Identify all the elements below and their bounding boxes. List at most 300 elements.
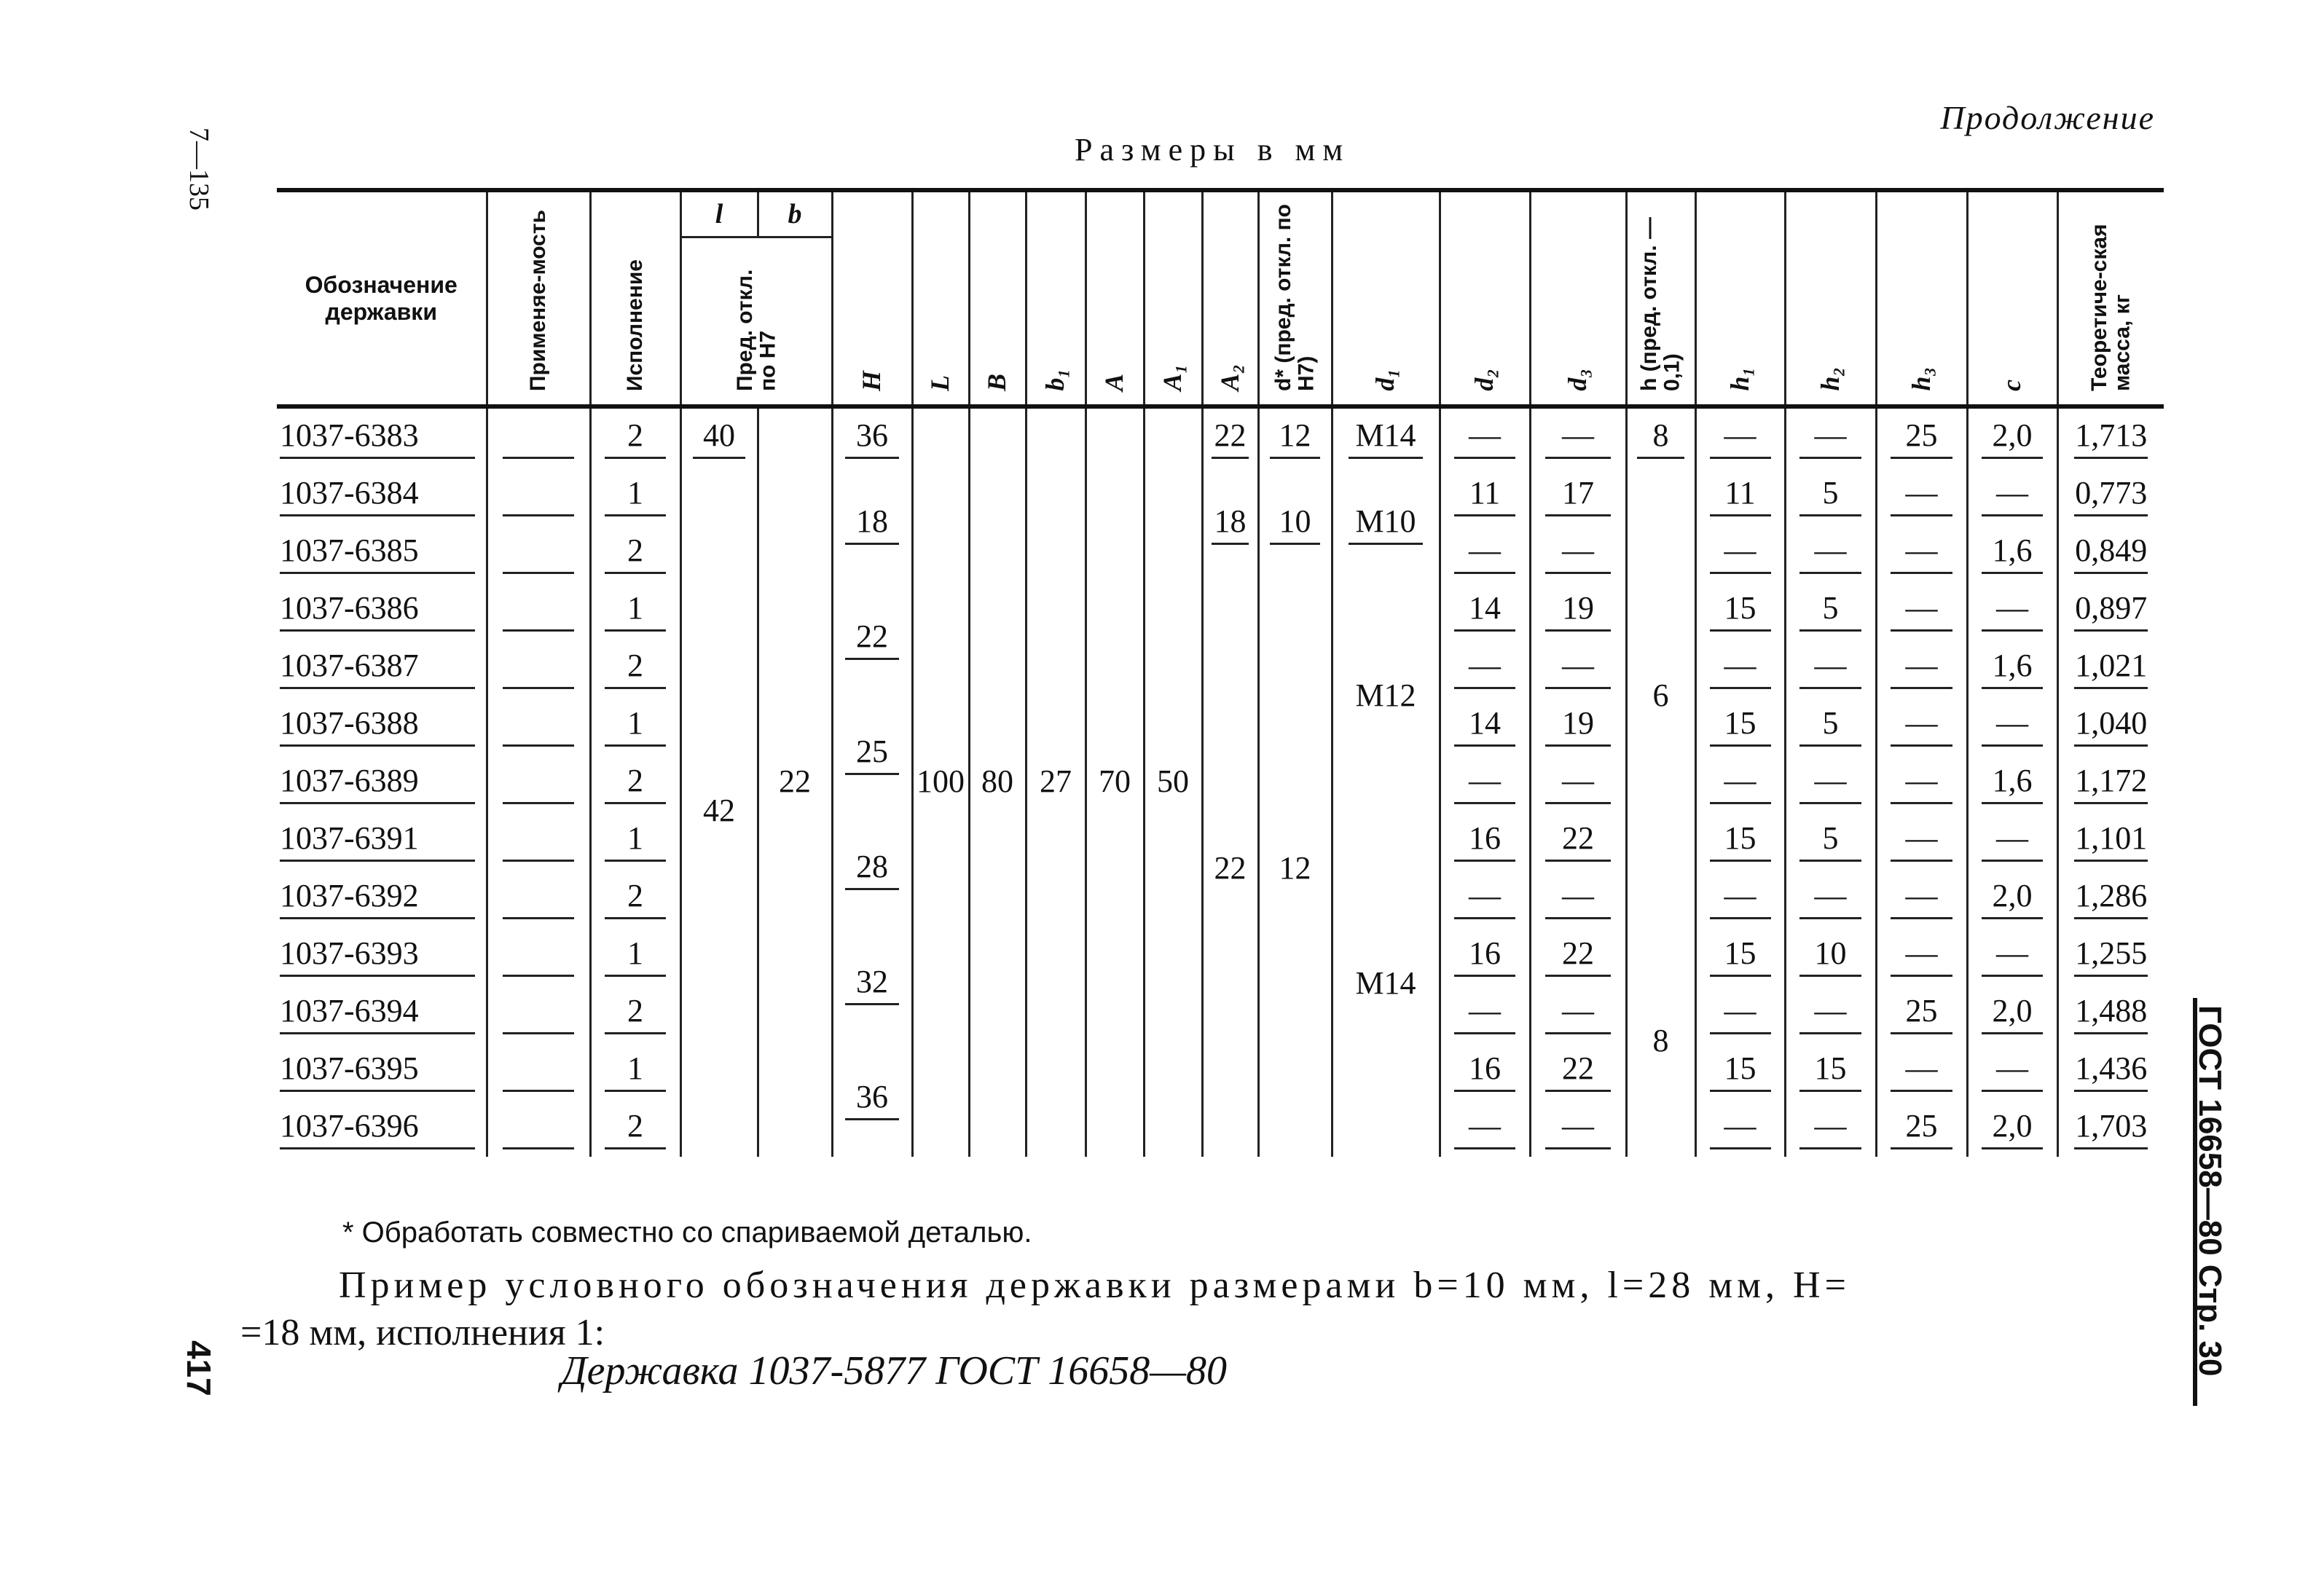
table-body (277, 406, 2164, 1157)
cell-value: 10 (1799, 935, 1861, 977)
cell-value: — (1799, 417, 1861, 459)
cell-value: 100 (916, 763, 965, 799)
cell-h3 (1876, 1042, 1967, 1099)
cell-h3 (1876, 927, 1967, 984)
cell-value: 15 (1710, 819, 1771, 862)
cell-value: — (1454, 417, 1516, 459)
cell-version (590, 406, 680, 466)
cell-version (590, 466, 680, 524)
cell-c (1967, 869, 2057, 927)
cell-value: 12 (1279, 849, 1311, 886)
cell-value: — (1891, 877, 1952, 919)
cell-d3 (1530, 869, 1626, 927)
cell-value: — (1545, 417, 1611, 459)
cell-d3 (1530, 927, 1626, 984)
cell-h2 (1785, 696, 1876, 754)
cell-applicability (487, 639, 590, 696)
cell-value: 1,436 (2074, 1050, 2148, 1092)
cell-b (758, 406, 832, 1157)
cell-d2 (1440, 811, 1530, 869)
cell-value: 27 (1039, 763, 1072, 799)
cell-value: 6 (1652, 677, 1669, 713)
cell-value (503, 474, 573, 516)
cell-value: 2,0 (1982, 877, 2044, 919)
cell-d3 (1530, 639, 1626, 696)
cell-value: — (1891, 532, 1952, 574)
left-margin-code: 7—135 (184, 127, 214, 211)
cell-value: 17 (1545, 474, 1611, 516)
cell-designation (277, 639, 487, 696)
cell-value: 15 (1710, 589, 1771, 632)
cell-designation (277, 927, 487, 984)
cell-value: 32 (845, 963, 900, 1005)
cell-value: 16 (1454, 819, 1516, 862)
cell-d2 (1440, 696, 1530, 754)
cell-h (1626, 466, 1695, 927)
cell-applicability (487, 581, 590, 639)
cell-value: 50 (1156, 763, 1189, 799)
col-b1: b₁ (1026, 190, 1086, 406)
cell-value: — (1454, 992, 1516, 1034)
cell-version (590, 581, 680, 639)
cell-value: — (1454, 762, 1516, 804)
cell-h (832, 1042, 912, 1157)
cell-value: 1037-6383 (280, 417, 475, 459)
cell-h1 (1695, 984, 1785, 1042)
cell-version (590, 696, 680, 754)
cell-b1 (1026, 406, 1086, 1157)
cell-h3 (1876, 406, 1967, 466)
cell-designation (277, 811, 487, 869)
cell-value: — (1891, 647, 1952, 689)
cell-designation (277, 1099, 487, 1157)
cell-l (912, 406, 969, 1157)
cell-c (1967, 696, 2057, 754)
cell-value: 18 (845, 503, 900, 545)
cell-mass (2057, 811, 2164, 869)
cell-mass (2057, 581, 2164, 639)
cell-h3 (1876, 524, 1967, 581)
cell-value: — (1545, 532, 1611, 574)
cell-value: 40 (693, 417, 745, 459)
example-line-1: Пример условного обозначения державки размерами b=10 мм, l=28 мм, H= (339, 1265, 1850, 1306)
cell-value: 22 (1545, 1050, 1611, 1092)
cell-value: 80 (981, 763, 1013, 799)
cell-h1 (1695, 1042, 1785, 1099)
cell-value: 1037-6392 (280, 877, 475, 919)
cell-value: 12 (1270, 417, 1320, 459)
cell-value: M14 (1349, 417, 1423, 459)
cell-c (1967, 754, 2057, 811)
cell-d3 (1530, 811, 1626, 869)
cell-value: — (1454, 1107, 1516, 1149)
cell-h2 (1785, 1042, 1876, 1099)
cell-value: — (1710, 762, 1771, 804)
cell-mass (2057, 984, 2164, 1042)
cell-h1 (1695, 754, 1785, 811)
cell-value: 1,703 (2074, 1107, 2148, 1149)
col-h2: h₂ (1785, 190, 1876, 406)
cell-value: — (1982, 1050, 2044, 1092)
cell-value: 1,172 (2074, 762, 2148, 804)
cell-value: 22 (845, 618, 900, 660)
cell-d2 (1440, 1042, 1530, 1099)
cell-value: 2 (605, 647, 667, 689)
cell-d3 (1530, 466, 1626, 524)
cell-value: 11 (1454, 474, 1516, 516)
cell-designation (277, 984, 487, 1042)
cell-mass (2057, 869, 2164, 927)
cell-value: 1,101 (2074, 819, 2148, 862)
cell-value: — (1710, 992, 1771, 1034)
cell-applicability (487, 524, 590, 581)
cell-l (680, 466, 758, 1157)
cell-designation (277, 869, 487, 927)
cell-value: 1,6 (1982, 647, 2044, 689)
cell-value: M14 (1355, 964, 1416, 1001)
cell-d3 (1530, 696, 1626, 754)
cell-value: — (1982, 819, 2044, 862)
cell-d2 (1440, 406, 1530, 466)
cell-value: 1 (605, 819, 667, 862)
cell-value: — (1799, 877, 1861, 919)
cell-designation (277, 406, 487, 466)
cell-h2 (1785, 869, 1876, 927)
footnote: * Обработать совместно со спариваемой деталью. (342, 1216, 1032, 1249)
cell-value: 0,897 (2074, 589, 2148, 632)
cell-value: 16 (1454, 935, 1516, 977)
col-H: H (832, 190, 912, 406)
cell-value: 42 (703, 792, 735, 828)
cell-c (1967, 984, 2057, 1042)
table-row (277, 466, 2164, 524)
cell-h (832, 927, 912, 1042)
cell-value: 1037-6384 (280, 474, 475, 516)
page-number: 417 (180, 1340, 218, 1396)
cell-h2 (1785, 524, 1876, 581)
cell-value: — (1891, 589, 1952, 632)
table-row (277, 406, 2164, 466)
col-h: h (пред. откл. —0,1) (1626, 190, 1695, 406)
cell-h1 (1695, 466, 1785, 524)
cell-value: 22 (1545, 935, 1611, 977)
cell-mass (2057, 754, 2164, 811)
cell-a (1086, 406, 1144, 1157)
cell-d (1258, 406, 1332, 466)
cell-value: — (1545, 762, 1611, 804)
cell-d2 (1440, 524, 1530, 581)
cell-h1 (1695, 869, 1785, 927)
cell-value: — (1710, 1107, 1771, 1149)
cell-value: 36 (845, 1078, 900, 1120)
cell-c (1967, 581, 2057, 639)
cell-version (590, 927, 680, 984)
cell-value (503, 704, 573, 747)
cell-h2 (1785, 639, 1876, 696)
cell-c (1967, 639, 2057, 696)
cell-value: 2,0 (1982, 992, 2044, 1034)
cell-value (503, 877, 573, 919)
cell-mass (2057, 696, 2164, 754)
continuation-label: Продолжение (1940, 99, 2155, 136)
cell-value: 1037-6395 (280, 1050, 475, 1092)
col-tolerance-h7: Пред. откл. по Н7 (680, 237, 832, 407)
cell-value (503, 819, 573, 862)
cell-value: 8 (1637, 417, 1684, 459)
cell-value: 2,0 (1982, 1107, 2044, 1149)
cell-value: 25 (1891, 417, 1952, 459)
cell-applicability (487, 1042, 590, 1099)
cell-h3 (1876, 869, 1967, 927)
col-applicability: Применяе-мость (487, 190, 590, 406)
cell-value: 2 (605, 877, 667, 919)
cell-h3 (1876, 1099, 1967, 1157)
cell-mass (2057, 1099, 2164, 1157)
cell-value: 22 (1214, 849, 1247, 886)
cell-value: 0,849 (2074, 532, 2148, 574)
cell-d2 (1440, 927, 1530, 984)
cell-designation (277, 581, 487, 639)
cell-value: 1037-6396 (280, 1107, 475, 1149)
cell-value (503, 935, 573, 977)
col-A2: A₂ (1202, 190, 1258, 406)
cell-value: — (1545, 1107, 1611, 1149)
col-designation: Обозначение державки (277, 190, 487, 406)
cell-d1 (1332, 811, 1440, 1157)
cell-value: — (1545, 992, 1611, 1034)
cell-value: 15 (1710, 1050, 1771, 1092)
cell-value: 1,488 (2074, 992, 2148, 1034)
cell-value: 16 (1454, 1050, 1516, 1092)
cell-h3 (1876, 754, 1967, 811)
cell-value: 2 (605, 992, 667, 1034)
cell-value: M10 (1349, 503, 1423, 545)
cell-value: 22 (1545, 819, 1611, 862)
cell-version (590, 869, 680, 927)
cell-mass (2057, 406, 2164, 466)
cell-h1 (1695, 811, 1785, 869)
cell-h1 (1695, 406, 1785, 466)
cell-value: 1,6 (1982, 532, 2044, 574)
cell-value: 11 (1710, 474, 1771, 516)
cell-value (503, 762, 573, 804)
cell-value: 1037-6393 (280, 935, 475, 977)
cell-h3 (1876, 811, 1967, 869)
cell-value: — (1545, 877, 1611, 919)
cell-designation (277, 754, 487, 811)
col-b: b (758, 190, 832, 237)
cell-h2 (1785, 466, 1876, 524)
cell-value: — (1545, 647, 1611, 689)
cell-value: 19 (1545, 704, 1611, 747)
cell-h3 (1876, 984, 1967, 1042)
cell-applicability (487, 984, 590, 1042)
cell-h2 (1785, 1099, 1876, 1157)
cell-h1 (1695, 696, 1785, 754)
cell-applicability (487, 927, 590, 984)
cell-value: — (1799, 647, 1861, 689)
cell-value: 15 (1710, 704, 1771, 747)
cell-value: — (1891, 762, 1952, 804)
cell-version (590, 639, 680, 696)
cell-value: 14 (1454, 589, 1516, 632)
col-d: d* (пред. откл. по Н7) (1258, 190, 1332, 406)
cell-value: 1037-6388 (280, 704, 475, 747)
cell-h2 (1785, 811, 1876, 869)
cell-h (832, 581, 912, 696)
cell-value: 2,0 (1982, 417, 2044, 459)
cell-h1 (1695, 524, 1785, 581)
cell-h (832, 466, 912, 581)
cell-applicability (487, 869, 590, 927)
col-B: B (969, 190, 1026, 406)
cell-value: — (1891, 819, 1952, 862)
example-line-2: =18 мм, исполнения 1: (240, 1312, 605, 1353)
cell-d1 (1332, 406, 1440, 466)
cell-value: 1 (605, 1050, 667, 1092)
cell-value: 1 (605, 474, 667, 516)
cell-value: 1 (605, 589, 667, 632)
cell-h1 (1695, 639, 1785, 696)
cell-h3 (1876, 466, 1967, 524)
cell-value: — (1710, 532, 1771, 574)
cell-c (1967, 1099, 2057, 1157)
cell-applicability (487, 466, 590, 524)
cell-value: — (1454, 647, 1516, 689)
cell-value: 25 (1891, 992, 1952, 1034)
cell-designation (277, 524, 487, 581)
cell-c (1967, 811, 2057, 869)
cell-h (832, 696, 912, 811)
cell-mass (2057, 1042, 2164, 1099)
cell-d2 (1440, 869, 1530, 927)
cell-value: 1,713 (2074, 417, 2148, 459)
cell-value: 1037-6386 (280, 589, 475, 632)
cell-mass (2057, 524, 2164, 581)
cell-value: 14 (1454, 704, 1516, 747)
cell-version (590, 1042, 680, 1099)
cell-h1 (1695, 1099, 1785, 1157)
cell-value: 19 (1545, 589, 1611, 632)
cell-l (680, 406, 758, 466)
cell-a2 (1202, 581, 1258, 1157)
col-mass: Теоретиче-ская масса, кг (2057, 190, 2164, 406)
cell-value: 28 (845, 848, 900, 890)
cell-d (1258, 466, 1332, 581)
cell-mass (2057, 639, 2164, 696)
cell-value: 1037-6389 (280, 762, 475, 804)
cell-value: 1037-6385 (280, 532, 475, 574)
col-A1: A₁ (1144, 190, 1202, 406)
col-l: l (680, 190, 758, 237)
cell-value: 18 (1212, 503, 1249, 545)
cell-mass (2057, 927, 2164, 984)
col-A: A (1086, 190, 1144, 406)
cell-value: — (1982, 704, 2044, 747)
table-row (277, 581, 2164, 639)
cell-d3 (1530, 406, 1626, 466)
cell-value: 2 (605, 762, 667, 804)
cell-d2 (1440, 466, 1530, 524)
cell-value: — (1891, 1050, 1952, 1092)
cell-value: 1037-6387 (280, 647, 475, 689)
cell-value: 25 (1891, 1107, 1952, 1149)
cell-value (503, 1050, 573, 1092)
cell-value: — (1891, 704, 1952, 747)
cell-d3 (1530, 1042, 1626, 1099)
cell-d3 (1530, 754, 1626, 811)
cell-d1 (1332, 581, 1440, 811)
col-h1: h₁ (1695, 190, 1785, 406)
example-designation: Державка 1037-5877 ГОСТ 16658—80 (561, 1348, 1228, 1393)
cell-value: 2 (605, 417, 667, 459)
cell-value: 2 (605, 1107, 667, 1149)
col-d3: d₃ (1530, 190, 1626, 406)
cell-h (1626, 927, 1695, 1157)
cell-value: 5 (1799, 819, 1861, 862)
cell-h2 (1785, 984, 1876, 1042)
cell-version (590, 984, 680, 1042)
cell-value: 15 (1710, 935, 1771, 977)
cell-value: — (1799, 762, 1861, 804)
cell-value: — (1799, 1107, 1861, 1149)
cell-d2 (1440, 639, 1530, 696)
cell-a2 (1202, 406, 1258, 466)
cell-d2 (1440, 984, 1530, 1042)
cell-value: 25 (845, 733, 900, 775)
cell-h1 (1695, 927, 1785, 984)
cell-h2 (1785, 581, 1876, 639)
cell-value: 10 (1270, 503, 1320, 545)
cell-value: — (1454, 532, 1516, 574)
cell-value: — (1982, 589, 2044, 632)
cell-value: 2 (605, 532, 667, 574)
cell-applicability (487, 754, 590, 811)
cell-d2 (1440, 754, 1530, 811)
cell-c (1967, 927, 2057, 984)
cell-h3 (1876, 639, 1967, 696)
cell-value: 1,040 (2074, 704, 2148, 747)
cell-version (590, 754, 680, 811)
cell-applicability (487, 406, 590, 466)
cell-value: 1,6 (1982, 762, 2044, 804)
cell-h2 (1785, 927, 1876, 984)
cell-d3 (1530, 984, 1626, 1042)
cell-value (503, 589, 573, 632)
col-d2: d₂ (1440, 190, 1530, 406)
cell-b (969, 406, 1026, 1157)
cell-value: — (1710, 647, 1771, 689)
cell-version (590, 811, 680, 869)
cell-d3 (1530, 524, 1626, 581)
col-c: c (1967, 190, 2057, 406)
cell-value: 1 (605, 935, 667, 977)
cell-d (1258, 581, 1332, 1157)
cell-value: — (1454, 877, 1516, 919)
cell-designation (277, 466, 487, 524)
cell-value: 1,255 (2074, 935, 2148, 977)
cell-value (503, 417, 573, 459)
cell-h3 (1876, 696, 1967, 754)
col-d1: d₁ (1332, 190, 1440, 406)
cell-version (590, 1099, 680, 1157)
cell-a2 (1202, 466, 1258, 581)
cell-applicability (487, 1099, 590, 1157)
cell-h2 (1785, 754, 1876, 811)
cell-value: — (1891, 474, 1952, 516)
col-h3: h₃ (1876, 190, 1967, 406)
cell-value: 1,021 (2074, 647, 2148, 689)
